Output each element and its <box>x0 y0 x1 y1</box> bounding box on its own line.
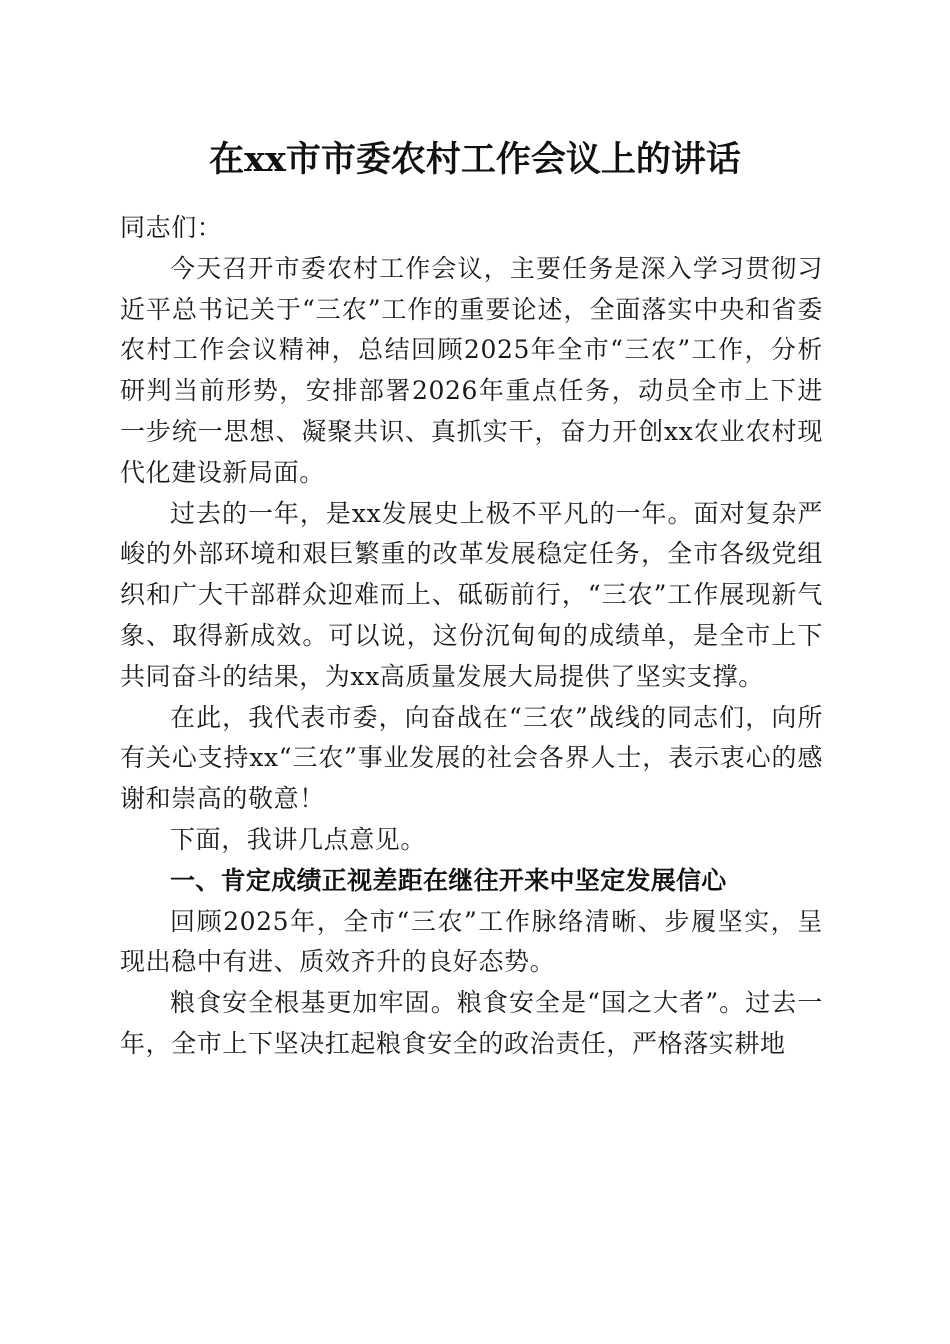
paragraph-thanks: 在此，我代表市委，向奋战在“三农”战线的同志们，向所有关心支持xx“三农”事业发展的社会各界人士，表示衷心的感谢和崇高的敬意！ <box>120 702 823 814</box>
paragraph-review: 回顾2025年，全市“三农”工作脉络清晰、步履坚实，呈现出稳中有进、质效齐升的良好态势。 <box>120 906 823 977</box>
document-body <box>120 208 823 1065</box>
salutation: 同志们： <box>120 213 223 242</box>
section-heading: 一、肯定成绩正视差距在继往开来中坚定发展信心 <box>170 865 727 895</box>
paragraph-transition: 下面，我讲几点意见。 <box>170 824 427 854</box>
document-title: 在xx市市委农村工作会议上的讲话 <box>209 139 741 180</box>
paragraph-opening: 今天召开市委农村工作会议，主要任务是深入学习贯彻习近平总书记关于“三农”工作的重要论述，全面落实中央和省委农村工作会议精神，总结回顾2025年全市“三农”工作，分析研判当前形势，安排部署2026年重点任务，动员全市上下进一步统一思想、凝聚共识、真抓实干，奋力开创xx农业农村现代化建设新局面。 <box>120 253 823 487</box>
paragraph-food-security: 粮食安全根基更加牢固。粮食安全是“国之大者”。过去一年，全市上下坚决扛起粮食安全的政治责任，严格落实耕地 <box>120 988 823 1058</box>
paragraph-past-year: 过去的一年，是xx发展史上极不平凡的一年。面对复杂严峻的外部环境和艰巨繁重的改革发展稳定任务，全市各级党组织和广大干部群众迎难而上、砥砺前行，“三农”工作展现新气象、取得新成效。可以说，这份沉甸甸的成绩单，是全市上下共同奋斗的结果，为xx高质量发展大局提供了坚实支撑。 <box>120 498 823 691</box>
